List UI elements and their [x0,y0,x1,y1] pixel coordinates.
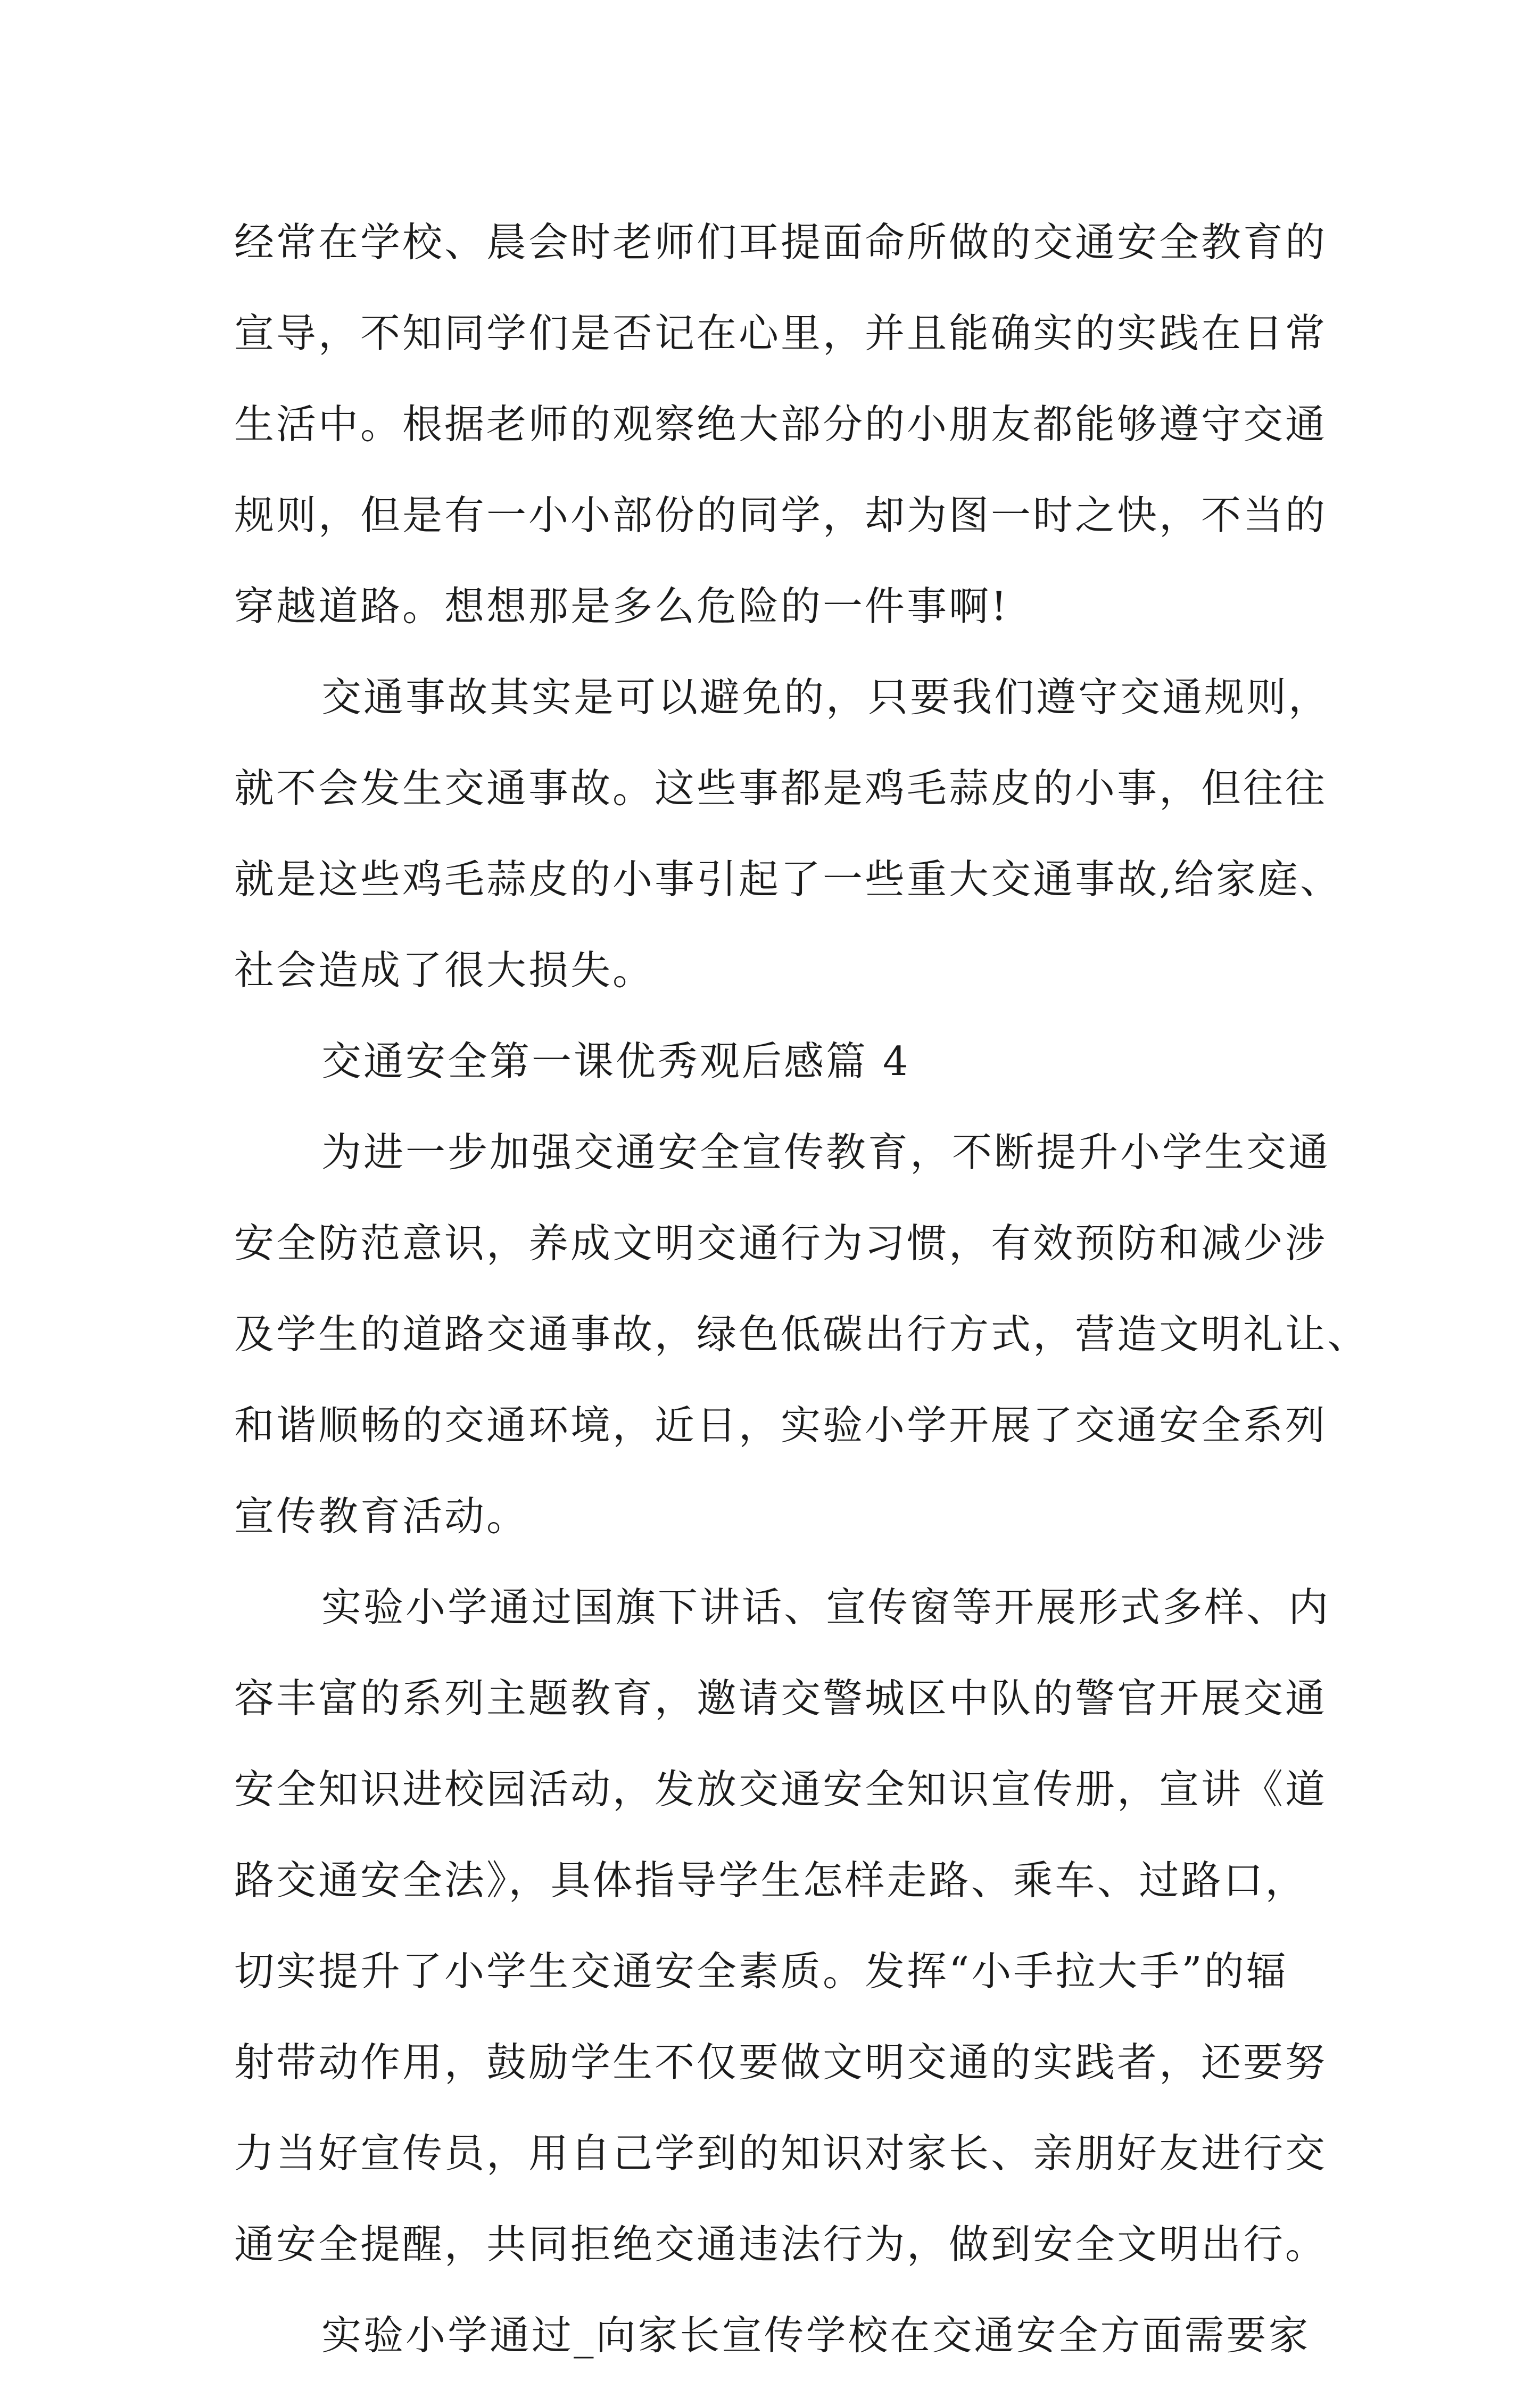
text-line: 就是这些鸡毛蒜皮的小事引起了一些重大交通事故,给家庭、 [234,856,1342,903]
text-line: 安全知识进校园活动，发放交通安全知识宣传册，宣讲《道 [234,1766,1328,1813]
text-line: 规则，但是有一小小部份的同学，却为图一时之快，不当的 [234,492,1328,539]
text-line: 力当好宣传员，用自己学到的知识对家长、亲朋好友进行交 [234,2130,1328,2177]
text-line: 宣导，不知同学们是否记在心里，并且能确实的实践在日常 [234,310,1328,357]
text-line: 和谐顺畅的交通环境，近日，实验小学开展了交通安全系列 [234,1402,1328,1449]
text-line: 通安全提醒，共同拒绝交通违法行为，做到安全文明出行。 [234,2221,1328,2268]
body-text [234,197,1370,2381]
text-line: 安全防范意识，养成文明交通行为习惯，有效预防和减少涉 [234,1220,1328,1267]
text-line: 社会造成了很大损失。 [234,947,655,994]
text-line: 就不会发生交通事故。这些事都是鸡毛蒜皮的小事，但往往 [234,765,1328,812]
text-line: 及学生的道路交通事故，绿色低碳出行方式，营造文明礼让、 [234,1311,1370,1358]
text-line: 为进一步加强交通安全宣传教育，不断提升小学生交通 [321,1129,1331,1176]
text-line: 路交通安全法》，具体指导学生怎样走路、乘车、过路口， [234,1857,1307,1904]
text-line: 穿越道路。想想那是多么危险的一件事啊! [234,583,1009,630]
text-line: 切实提升了小学生交通安全素质。发挥“小手拉大手”的辐 [234,1948,1288,1995]
text-line: 生活中。根据老师的观察绝大部分的小朋友都能够遵守交通 [234,401,1328,448]
text-line: 经常在学校、晨会时老师们耳提面命所做的交通安全教育的 [234,219,1328,266]
text-line: 实验小学通过_向家长宣传学校在交通安全方面需要家 [321,2312,1311,2359]
text-line: 交通安全第一课优秀观后感篇 4 [321,1038,910,1085]
text-line: 交通事故其实是可以避免的，只要我们遵守交通规则， [321,674,1331,721]
text-line: 实验小学通过国旗下讲话、宣传窗等开展形式多样、内 [321,1584,1331,1631]
text-line: 射带动作用，鼓励学生不仅要做文明交通的实践者，还要努 [234,2039,1328,2086]
text-line: 容丰富的系列主题教育，邀请交警城区中队的警官开展交通 [234,1675,1328,1722]
text-line: 宣传教育活动。 [234,1493,529,1540]
